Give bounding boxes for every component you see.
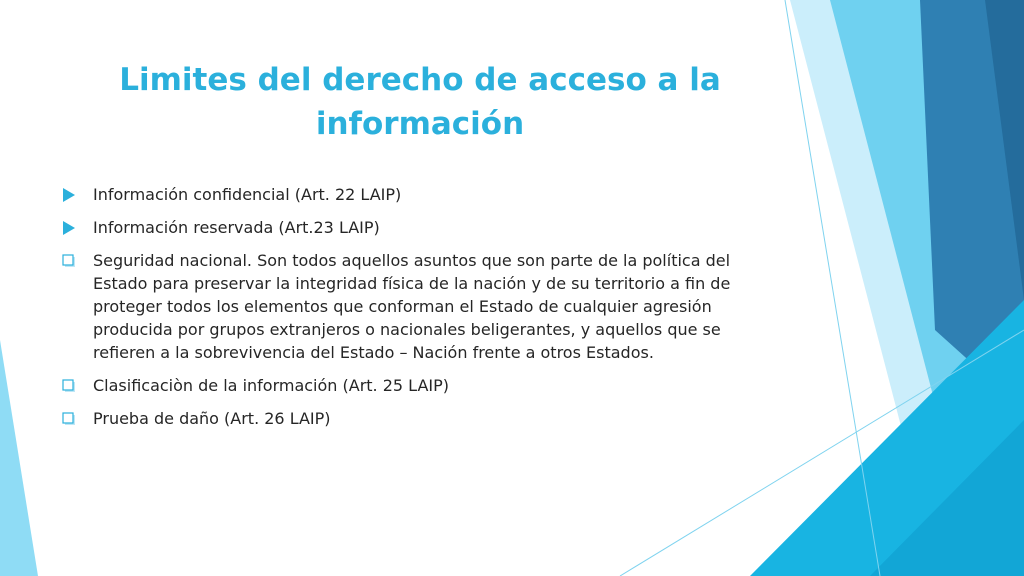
box-bullet-icon	[62, 412, 76, 426]
left-edge-shape	[0, 340, 38, 576]
arrow-bullet-icon	[62, 221, 76, 235]
list-item	[62, 216, 782, 239]
bullet-list	[62, 183, 782, 440]
box-bullet-icon	[62, 254, 76, 268]
list-item-text: Información reservada (Art.23 LAIP)	[93, 218, 380, 237]
list-item	[62, 183, 782, 206]
list-item-text: Seguridad nacional. Son todos aquellos asuntos que son parte de la política del Estado para preservar la integridad física de la nación y de su territorio a fin de proteger todos los elementos que conforman el Estado de cualquier agresión producida por grupos extranjeros o nacionales beligerantes, y aquellos que se refieren a la sobrevivencia del Estado – Nación frente a otros Estados.	[93, 251, 731, 362]
list-item	[62, 374, 782, 397]
list-item-text: Prueba de daño (Art. 26 LAIP)	[93, 409, 331, 428]
arrow-bullet-icon	[62, 188, 76, 202]
list-item	[62, 407, 782, 430]
list-item-text: Clasificaciòn de la información (Art. 25 LAIP)	[93, 376, 450, 395]
slide-title: Limites del derecho de acceso a la información	[119, 62, 721, 142]
box-bullet-icon	[62, 379, 76, 393]
list-item	[62, 249, 782, 364]
list-item-text: Información confidencial (Art. 22 LAIP)	[93, 185, 402, 204]
